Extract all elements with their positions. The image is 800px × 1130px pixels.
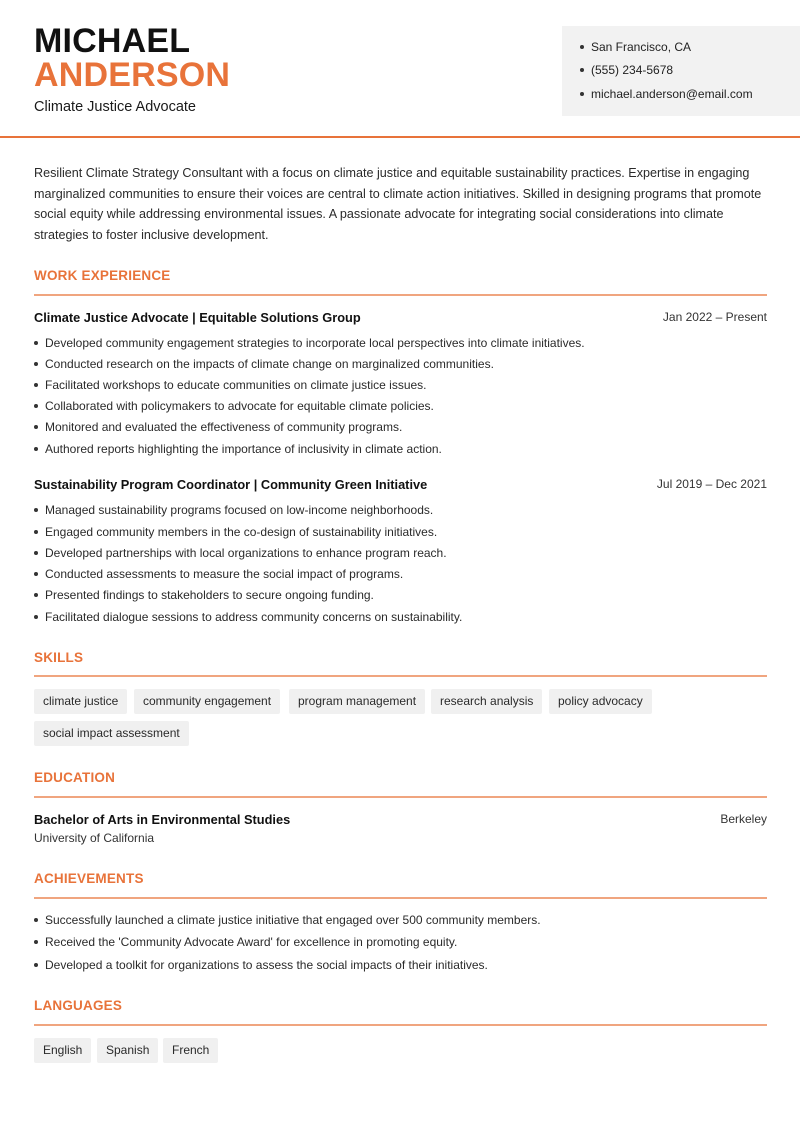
bullet-dot <box>34 404 38 408</box>
bullet-dot <box>34 530 38 534</box>
first-name: MICHAEL <box>34 22 191 60</box>
bullet-dot <box>34 572 38 576</box>
list-item-text: Conducted research on the impacts of climate change on marginalized communities. <box>45 357 494 371</box>
skill-chip: policy advocacy <box>549 689 652 714</box>
list-item-text: Authored reports highlighting the importance of inclusivity in climate action. <box>45 442 442 456</box>
education-school: University of California <box>34 831 155 845</box>
list-item-text: Facilitated dialogue sessions to address community concerns on sustainability. <box>45 610 463 624</box>
section-title-achievements: ACHIEVEMENTS <box>34 871 144 886</box>
bullet-dot <box>34 940 38 944</box>
list-item <box>34 336 764 350</box>
contact-box <box>562 26 800 116</box>
section-divider <box>34 675 767 677</box>
skill-chip: research analysis <box>431 689 542 714</box>
role-title: Climate Justice Advocate | Equitable Solutions Group <box>34 310 361 325</box>
list-item <box>34 399 764 413</box>
skill-chip: program management <box>289 689 425 714</box>
contact-phone-text: (555) 234-5678 <box>591 63 674 77</box>
header-divider <box>0 136 800 138</box>
bullet-dot <box>34 615 38 619</box>
list-item-text: Monitored and evaluated the effectiveness of community programs. <box>45 420 403 434</box>
bullet-dot <box>34 341 38 345</box>
bullet-dot <box>580 68 584 72</box>
bullet-dot <box>580 45 584 49</box>
contact-location <box>580 40 691 54</box>
list-item <box>34 935 764 949</box>
contact-email-text: michael.anderson@email.com <box>591 87 753 101</box>
language-chip: English <box>34 1038 91 1063</box>
role-dates: Jul 2019 – Dec 2021 <box>656 477 767 491</box>
list-item-text: Collaborated with policymakers to advocate for equitable climate policies. <box>45 399 434 413</box>
list-item <box>34 357 764 371</box>
list-item-text: Successfully launched a climate justice initiative that engaged over 500 community members. <box>45 913 541 927</box>
list-item <box>34 913 764 927</box>
contact-email <box>580 87 753 101</box>
contact-location-text: San Francisco, CA <box>591 40 692 54</box>
list-item-text: Developed community engagement strategies to incorporate local perspectives into climate initiatives. <box>45 336 585 350</box>
section-divider <box>34 1024 767 1026</box>
list-item <box>34 442 764 456</box>
language-chip: Spanish <box>97 1038 158 1063</box>
list-item <box>34 546 764 560</box>
last-name: ANDERSON <box>34 56 231 94</box>
section-title-education: EDUCATION <box>34 770 116 785</box>
list-item-text: Facilitated workshops to educate communities on climate justice issues. <box>45 378 427 392</box>
job-title: Climate Justice Advocate <box>34 99 196 115</box>
list-item-text: Received the 'Community Advocate Award' for excellence in promoting equity. <box>45 935 458 949</box>
list-item-text: Developed a toolkit for organizations to assess the social impacts of their initiatives. <box>45 958 488 972</box>
skill-chip: community engagement <box>134 689 280 714</box>
list-item <box>34 525 764 539</box>
list-item-text: Developed partnerships with local organizations to enhance program reach. <box>45 546 447 560</box>
section-title-languages: LANGUAGES <box>34 998 123 1013</box>
skill-chip: social impact assessment <box>34 721 189 746</box>
role-dates: Jan 2022 – Present <box>662 310 767 324</box>
list-item <box>34 503 764 517</box>
list-item <box>34 420 764 434</box>
education-degree: Bachelor of Arts in Environmental Studies <box>34 812 291 827</box>
professional-summary: Resilient Climate Strategy Consultant with a focus on climate justice and equitable sustainability practices. Expertise in engaging marginalized communities to ensure their voices are central to climate action initiatives. Skilled in designing programs that promote social equity while addressing environmental issues. A passionate advocate for integrating social considerations into climate strategies to foster inclusive development. <box>34 166 762 243</box>
bullet-dot <box>34 508 38 512</box>
skill-chip: climate justice <box>34 689 127 714</box>
section-title-work: WORK EXPERIENCE <box>34 268 171 283</box>
list-item-text: Managed sustainability programs focused on low-income neighborhoods. <box>45 503 434 517</box>
section-divider <box>34 897 767 899</box>
role-title: Sustainability Program Coordinator | Community Green Initiative <box>34 477 428 492</box>
resume-header <box>0 0 800 137</box>
bullet-dot <box>34 963 38 967</box>
section-divider <box>34 294 767 296</box>
list-item <box>34 610 764 624</box>
bullet-dot <box>34 551 38 555</box>
list-item <box>34 958 764 972</box>
bullet-dot <box>580 92 584 96</box>
bullet-dot <box>34 383 38 387</box>
list-item <box>34 378 764 392</box>
bullet-dot <box>34 447 38 451</box>
language-chip: French <box>163 1038 218 1063</box>
bullet-dot <box>34 362 38 366</box>
bullet-dot <box>34 425 38 429</box>
contact-phone <box>580 63 673 77</box>
section-divider <box>34 796 767 798</box>
list-item-text: Presented findings to stakeholders to secure ongoing funding. <box>45 588 374 602</box>
bullet-dot <box>34 918 38 922</box>
list-item <box>34 567 764 581</box>
section-title-skills: SKILLS <box>34 650 84 665</box>
bullet-dot <box>34 593 38 597</box>
education-location: Berkeley <box>720 812 767 826</box>
list-item-text: Engaged community members in the co-design of sustainability initiatives. <box>45 525 438 539</box>
list-item <box>34 588 764 602</box>
list-item-text: Conducted assessments to measure the social impact of programs. <box>45 567 404 581</box>
